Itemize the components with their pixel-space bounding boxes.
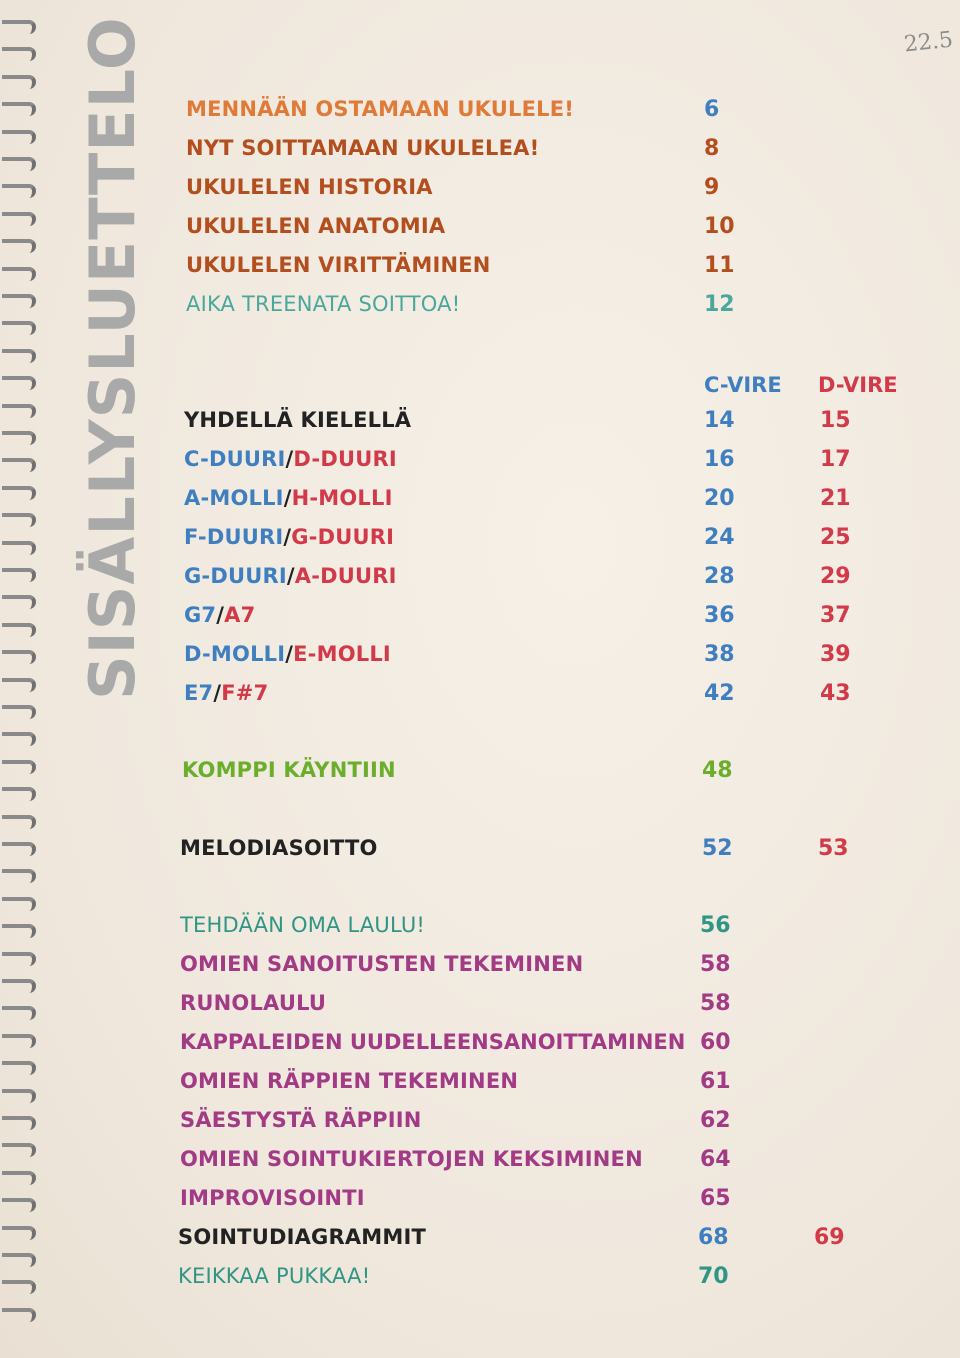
entry-label: MENNÄÄN OSTAMAAN UKULELE! — [186, 97, 575, 121]
entry-page-d: 43 — [820, 681, 851, 706]
entry-label: UKULELEN HISTORIA — [186, 175, 433, 199]
spiral-coil — [2, 239, 36, 253]
entry-label: OMIEN RÄPPIEN TEKEMINEN — [180, 1069, 519, 1093]
spiral-coil — [2, 1089, 36, 1103]
spiral-binding — [0, 20, 44, 1340]
spiral-coil — [2, 294, 36, 308]
entry-page: 65 — [700, 1186, 731, 1211]
entry-label-d: A7 — [224, 603, 256, 627]
entry-page-d: 21 — [820, 486, 851, 511]
column-header-d-tuning: D-VIRE — [818, 373, 898, 397]
entry-label: SOINTUDIAGRAMMIT — [178, 1225, 427, 1249]
spiral-coil — [2, 1308, 36, 1322]
contents-page: SISÄLLYSLUETTELO 22.5 MENNÄÄN OSTAMAAN UKULELE! 6 NYT SOITTAMAAN UKULELEA! 8 UKULELEN HISTORIA 9 UKULELEN ANATOMIA 10 UKULELEN VIRITTÄMINEN 11 AIKA TREENATA SOITTOA! 12 C-VIRE D-VIRE YHDELLÄ KIELELLÄ 14 15 C-DUURI/D-DUURI 16 17 A-MOLLI/H-MOLLI 20 21 F-DUURI/G-DUURI 24 25 G-DUURI/A-DUURI 28 29 G7/A7 36 37 D-MOLLI/E-MOLLI 38 39 E7/F#7 42 43 KOMPPI KÄYNTIIN 48 MELODIASOITTO 52 53 TEHDÄÄN OMA LAULU! 56 OMIEN SANOITUSTEN TEKEMINEN 58 RUNOLAULU 58 KAPPALEIDEN UUDELLEENSANOITTAMINEN 60 OMIEN RÄPPIEN TEKEMINEN 61 SÄESTYSTÄ RÄPPIIN 62 OMIEN SOINTUKIERTOJEN KEKSIMINEN 64 IMPROVISOINTI 65 SOINTUDIAGRAMMIT 68 69 KEIKKAA PUKKAA! 70 — [0, 0, 960, 1358]
entry-label: RUNOLAULU — [180, 991, 327, 1015]
spiral-coil — [2, 732, 36, 746]
spiral-coil — [2, 650, 36, 664]
spiral-coil — [2, 102, 36, 116]
entry-label: UKULELEN VIRITTÄMINEN — [186, 253, 491, 277]
entry-page-d: 37 — [820, 603, 851, 628]
spiral-coil — [2, 842, 36, 856]
entry-page: 60 — [700, 1030, 731, 1055]
spiral-coil — [2, 458, 36, 472]
spiral-coil — [2, 130, 36, 144]
entry-page-c: 52 — [702, 836, 733, 861]
spiral-coil — [2, 1034, 36, 1048]
side-title: SISÄLLYSLUETTELO — [76, 16, 149, 700]
spiral-coil — [2, 1061, 36, 1075]
entry-page-c: 14 — [704, 408, 735, 433]
spiral-coil — [2, 1116, 36, 1130]
entry-page-c: 24 — [704, 525, 735, 550]
entry-label-d: G-DUURI — [291, 525, 395, 549]
spiral-coil — [2, 705, 36, 719]
entry-label-d: A-DUURI — [294, 564, 397, 588]
spiral-coil — [2, 787, 36, 801]
entry-page: 48 — [702, 758, 733, 783]
entry-page: 62 — [700, 1108, 731, 1133]
entry-page: 61 — [700, 1069, 731, 1094]
entry-label: OMIEN SOINTUKIERTOJEN KEKSIMINEN — [180, 1147, 643, 1171]
entry-page: 11 — [704, 253, 735, 278]
spiral-coil — [2, 623, 36, 637]
entry-label-d: D-DUURI — [293, 447, 397, 471]
entry-page: 10 — [704, 214, 735, 239]
spiral-coil — [2, 431, 36, 445]
spiral-coil — [2, 869, 36, 883]
spiral-coil — [2, 20, 36, 34]
spiral-coil — [2, 760, 36, 774]
entry-page-d: 69 — [814, 1225, 845, 1250]
spiral-coil — [2, 513, 36, 527]
entry-page: 6 — [704, 97, 720, 122]
entry-page-d: 39 — [820, 642, 851, 667]
spiral-coil — [2, 1171, 36, 1185]
spiral-coil — [2, 486, 36, 500]
spiral-coil — [2, 1253, 36, 1267]
entry-page: 8 — [704, 136, 720, 161]
spiral-coil — [2, 404, 36, 418]
entry-label-c: G-DUURI — [184, 564, 287, 588]
entry-label-d: F#7 — [221, 681, 269, 705]
spiral-coil — [2, 595, 36, 609]
spiral-coil — [2, 678, 36, 692]
entry-label: KEIKKAA PUKKAA! — [178, 1264, 371, 1288]
spiral-coil — [2, 1226, 36, 1240]
spiral-coil — [2, 75, 36, 89]
spiral-coil — [2, 321, 36, 335]
entry-label: TEHDÄÄN OMA LAULU! — [180, 913, 426, 937]
entry-label-c: A-MOLLI — [184, 486, 284, 510]
handwritten-note: 22.5 — [902, 27, 955, 58]
spiral-coil — [2, 212, 36, 226]
entry-page-c: 20 — [704, 486, 735, 511]
entry-label: MELODIASOITTO — [180, 836, 378, 860]
spiral-coil — [2, 541, 36, 555]
entry-page-c: 36 — [704, 603, 735, 628]
spiral-coil — [2, 47, 36, 61]
spiral-coil — [2, 184, 36, 198]
entry-label: UKULELEN ANATOMIA — [186, 214, 446, 238]
spiral-coil — [2, 924, 36, 938]
spiral-coil — [2, 815, 36, 829]
spiral-coil — [2, 376, 36, 390]
entry-label-d: E-MOLLI — [293, 642, 391, 666]
spiral-coil — [2, 1280, 36, 1294]
entry-label: SÄESTYSTÄ RÄPPIIN — [180, 1108, 422, 1132]
entry-page-d: 25 — [820, 525, 851, 550]
spiral-coil — [2, 897, 36, 911]
entry-label: KAPPALEIDEN UUDELLEENSANOITTAMINEN — [180, 1030, 686, 1054]
entry-page: 58 — [700, 991, 731, 1016]
spiral-coil — [2, 157, 36, 171]
entry-label-c: E7 — [184, 681, 214, 705]
entry-page-c: 42 — [704, 681, 735, 706]
spiral-coil — [2, 568, 36, 582]
entry-page-d: 53 — [818, 836, 849, 861]
spiral-coil — [2, 1006, 36, 1020]
spiral-coil — [2, 952, 36, 966]
entry-label-c: F-DUURI — [184, 525, 284, 549]
entry-page: 70 — [698, 1264, 729, 1289]
entry-page: 64 — [700, 1147, 731, 1172]
spiral-coil — [2, 349, 36, 363]
spiral-coil — [2, 267, 36, 281]
entry-page-c: 68 — [698, 1225, 729, 1250]
entry-label: KOMPPI KÄYNTIIN — [182, 758, 396, 782]
spiral-coil — [2, 979, 36, 993]
entry-page-d: 17 — [820, 447, 851, 472]
entry-label: IMPROVISOINTI — [180, 1186, 365, 1210]
spiral-coil — [2, 1143, 36, 1157]
entry-label-c: G7 — [184, 603, 217, 627]
entry-page-c: 28 — [704, 564, 735, 589]
entry-page: 58 — [700, 952, 731, 977]
entry-label: AIKA TREENATA SOITTOA! — [186, 292, 461, 316]
entry-label: NYT SOITTAMAAN UKULELEA! — [186, 136, 540, 160]
entry-page-d: 15 — [820, 408, 851, 433]
entry-page-d: 29 — [820, 564, 851, 589]
entry-page-c: 16 — [704, 447, 735, 472]
entry-page-c: 38 — [704, 642, 735, 667]
spiral-coil — [2, 1198, 36, 1212]
entry-label-d: H-MOLLI — [291, 486, 393, 510]
entry-page: 9 — [704, 175, 720, 200]
column-header-c-tuning: C-VIRE — [704, 373, 782, 397]
entry-label-c: D-MOLLI — [184, 642, 286, 666]
entry-page: 12 — [704, 292, 735, 317]
entry-label: OMIEN SANOITUSTEN TEKEMINEN — [180, 952, 584, 976]
entry-label-c: C-DUURI — [184, 447, 286, 471]
entry-page: 56 — [700, 913, 731, 938]
entry-label: YHDELLÄ KIELELLÄ — [184, 408, 412, 432]
